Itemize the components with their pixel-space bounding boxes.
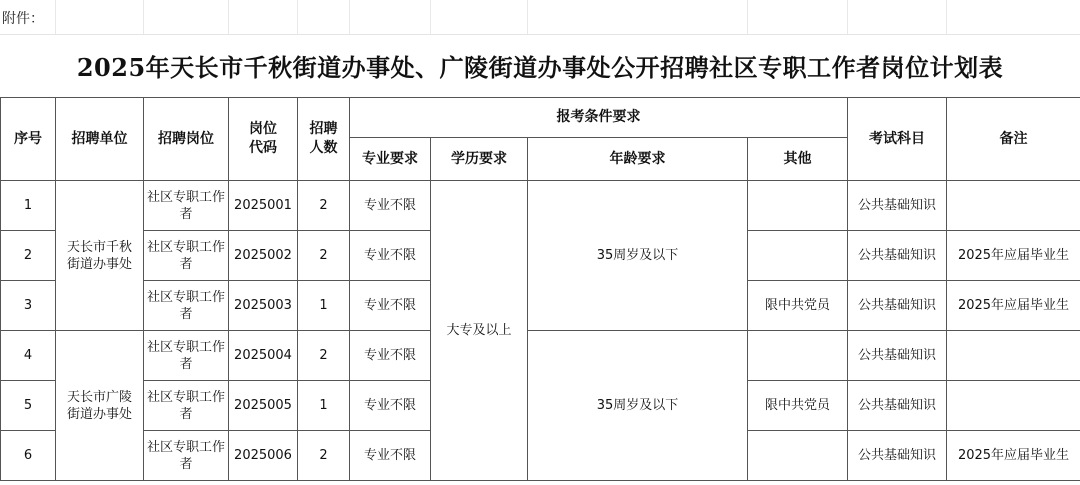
cell-age: 35周岁及以下: [528, 331, 748, 481]
grid-line: [349, 0, 350, 34]
grid-line: [228, 0, 229, 34]
cell-major: 专业不限: [350, 381, 431, 431]
header-seq: 序号: [1, 98, 56, 181]
cell-other: [748, 181, 848, 231]
cell-code: 2025003: [229, 281, 298, 331]
cell-position: [144, 181, 229, 231]
cell-exam: 公共基础知识: [848, 431, 947, 481]
cell-remark: 2025年应届毕业生: [947, 231, 1080, 281]
cell-other: [748, 231, 848, 281]
header-remark: 备注: [947, 98, 1080, 181]
header-other: 其他: [748, 138, 848, 181]
cell-code: 2025006: [229, 431, 298, 481]
grid-line: [946, 0, 947, 34]
cell-other: [748, 431, 848, 481]
cell-code: 2025002: [229, 231, 298, 281]
cell-exam: 公共基础知识: [848, 181, 947, 231]
cell-major: 专业不限: [350, 181, 431, 231]
cell-position-text: 社区专职工作者: [147, 389, 226, 422]
cell-seq: 6: [1, 431, 56, 481]
attachment-label: 附件：: [2, 11, 44, 27]
cell-remark: [947, 331, 1080, 381]
cell-count: 1: [298, 281, 350, 331]
cell-position-text: 社区专职工作者: [147, 239, 226, 272]
cell-exam: 公共基础知识: [848, 381, 947, 431]
grid-line: [430, 0, 431, 34]
cell-seq: 3: [1, 281, 56, 331]
grid-line: [143, 0, 144, 34]
cell-count: 2: [298, 331, 350, 381]
cell-code: 2025001: [229, 181, 298, 231]
header-position: 招聘岗位: [144, 98, 229, 181]
cell-position: [144, 281, 229, 331]
header-count: [298, 98, 350, 181]
cell-count: 2: [298, 231, 350, 281]
header-conditions: 报考条件要求: [350, 98, 848, 138]
cell-major: 专业不限: [350, 281, 431, 331]
cell-position-text: 社区专职工作者: [147, 289, 226, 322]
cell-position-text: 社区专职工作者: [147, 439, 226, 472]
header-count-text: 招聘人数: [309, 121, 338, 156]
header-exam: 考试科目: [848, 98, 947, 181]
title-row: [0, 34, 1080, 97]
cell-position-text: 社区专职工作者: [147, 189, 226, 222]
cell-count: 2: [298, 431, 350, 481]
attachment-row: [0, 0, 1080, 35]
grid-line: [747, 0, 748, 34]
recruitment-plan-table: [0, 97, 1080, 481]
cell-position: [144, 231, 229, 281]
cell-seq: 2: [1, 231, 56, 281]
header-row-1: [1, 98, 1080, 138]
cell-position: [144, 331, 229, 381]
cell-age: 35周岁及以下: [528, 181, 748, 331]
header-code: [229, 98, 298, 181]
cell-count: 2: [298, 181, 350, 231]
grid-line: [847, 0, 848, 34]
cell-exam: 公共基础知识: [848, 331, 947, 381]
cell-count: 1: [298, 381, 350, 431]
cell-exam: 公共基础知识: [848, 231, 947, 281]
cell-position: [144, 381, 229, 431]
cell-position: [144, 431, 229, 481]
cell-major: 专业不限: [350, 331, 431, 381]
header-unit: 招聘单位: [56, 98, 144, 181]
cell-unit: [56, 331, 144, 481]
table-row: [1, 331, 1080, 381]
document-title: 2025年天长市千秋街道办事处、广陵街道办事处公开招聘社区专职工作者岗位计划表: [76, 53, 1004, 82]
grid-line: [297, 0, 298, 34]
cell-major: 专业不限: [350, 231, 431, 281]
cell-exam: 公共基础知识: [848, 281, 947, 331]
cell-seq: 4: [1, 331, 56, 381]
cell-remark: 2025年应届毕业生: [947, 281, 1080, 331]
cell-unit: [56, 181, 144, 331]
header-age: 年龄要求: [528, 138, 748, 181]
cell-code: 2025005: [229, 381, 298, 431]
grid-line: [55, 0, 56, 34]
cell-seq: 1: [1, 181, 56, 231]
cell-other: 限中共党员: [748, 281, 848, 331]
cell-remark: [947, 381, 1080, 431]
cell-remark: [947, 181, 1080, 231]
grid-line: [527, 0, 528, 34]
cell-other: 限中共党员: [748, 381, 848, 431]
table-row: [1, 181, 1080, 231]
header-major: 专业要求: [350, 138, 431, 181]
cell-position-text: 社区专职工作者: [147, 339, 226, 372]
cell-education: 大专及以上: [431, 181, 528, 481]
header-code-text: 岗位代码: [249, 121, 277, 156]
cell-major: 专业不限: [350, 431, 431, 481]
cell-seq: 5: [1, 381, 56, 431]
cell-unit-text: 天长市广陵街道办事处: [66, 389, 132, 422]
cell-other: [748, 331, 848, 381]
cell-unit-text: 天长市千秋街道办事处: [66, 239, 132, 272]
header-education: 学历要求: [431, 138, 528, 181]
cell-code: 2025004: [229, 331, 298, 381]
cell-remark: 2025年应届毕业生: [947, 431, 1080, 481]
